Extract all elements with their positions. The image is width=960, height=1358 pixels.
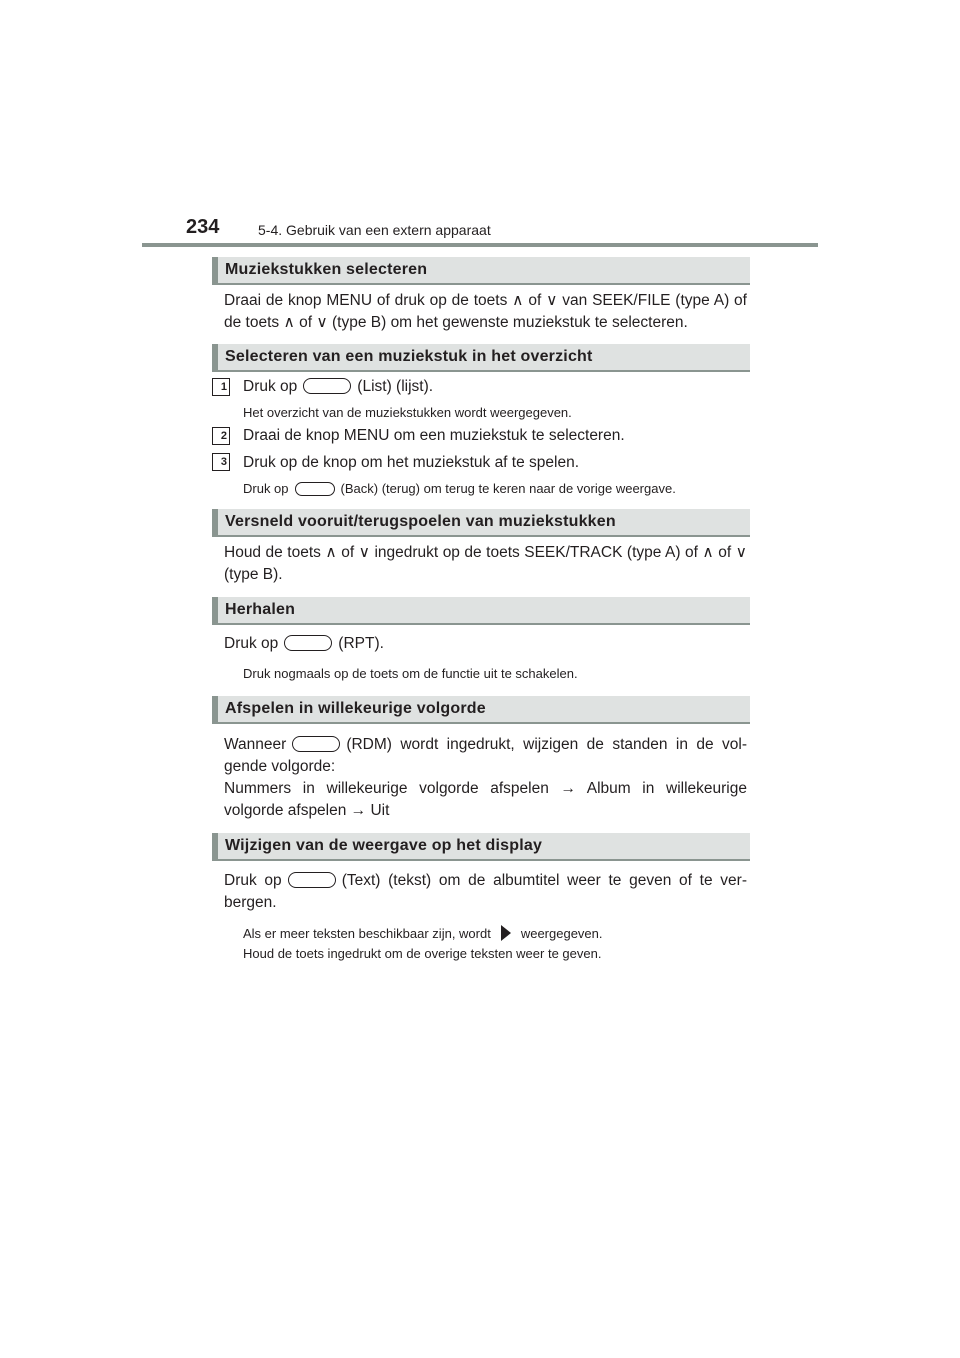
random-sequence: Nummers in willekeurige volgorde afspelen → Album in willekeurige volgorde afspelen → Uit (224, 780, 747, 819)
text-button-icon (288, 872, 336, 888)
back-button-icon (295, 482, 335, 496)
more-text-arrow-icon (501, 925, 511, 941)
random-text: Wanneer (RDM) wordt ingedrukt, wijzigen de standen in de vol-gende volgorde: (224, 736, 747, 775)
section-heading-list: Selecteren van een muziekstuk in het overzicht (212, 344, 750, 372)
header-divider (142, 243, 818, 247)
page-number: 234 (186, 216, 220, 238)
ffrew-text: Houd de toets ∧ of ∨ ingedrukt op de toets SEEK/TRACK (type A) of ∧ of ∨ (type B). (224, 544, 747, 583)
step-number-3: 3 (212, 453, 230, 471)
display-note-2: Houd de toets ingedrukt om de overige teksten weer te geven. (243, 946, 602, 961)
section-heading-ffrew: Versneld vooruit/terugspoelen van muziekstukken (212, 509, 750, 537)
repeat-text: Druk op (RPT). (224, 635, 384, 652)
repeat-note: Druk nogmaals op de toets om de functie uit te schakelen. (243, 666, 578, 681)
select-text: Draai de knop MENU of druk op de toets ∧ of ∨ van SEEK/FILE (type A) of de toets ∧ of ∨ (type B) om het gewenste muziekstuk te selecteren. (224, 292, 747, 331)
step-number-1: 1 (212, 378, 230, 396)
chapter-title: 5-4. Gebruik van een extern apparaat (258, 222, 491, 238)
section-heading-select: Muziekstukken selecteren (212, 257, 750, 285)
step-3-note: Druk op (Back) (terug) om terug te keren naar de vorige weergave. (243, 481, 676, 496)
section-heading-display: Wijzigen van de weergave op het display (212, 833, 750, 861)
step-number-2: 2 (212, 427, 230, 445)
step-2-text: Draai de knop MENU om een muziekstuk te selecteren. (243, 427, 625, 444)
display-note-1: Als er meer teksten beschikbaar zijn, wordt weergegeven. (243, 926, 603, 941)
display-text: Druk op (Text) (tekst) om de albumtitel weer te geven of te ver-bergen. (224, 872, 748, 911)
section-heading-random: Afspelen in willekeurige volgorde (212, 696, 750, 724)
rpt-button-icon (284, 635, 332, 651)
section-heading-repeat: Herhalen (212, 597, 750, 625)
list-button-icon (303, 378, 351, 394)
rdm-button-icon (292, 736, 340, 752)
step-3-text: Druk op de knop om het muziekstuk af te spelen. (243, 454, 580, 471)
step-1-note: Het overzicht van de muziekstukken wordt weergegeven. (243, 405, 572, 420)
step-1-text: Druk op (List) (lijst). (243, 378, 434, 395)
